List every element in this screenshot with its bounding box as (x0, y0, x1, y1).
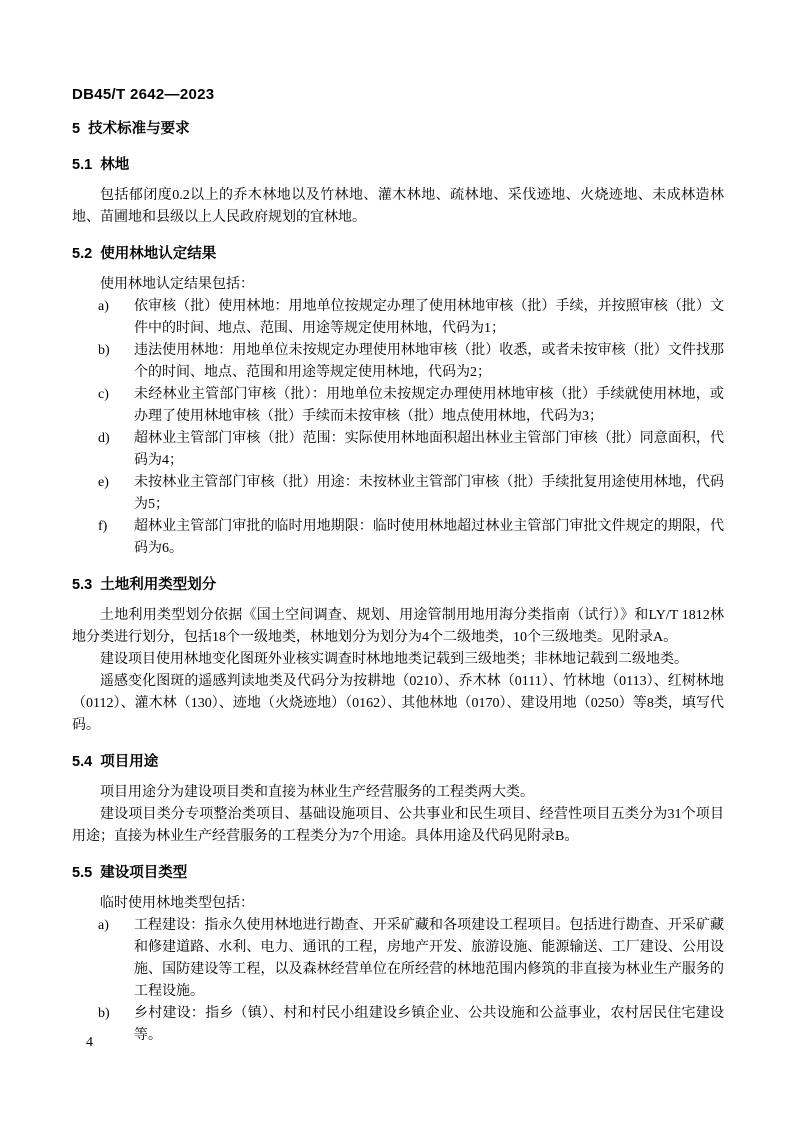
section-5-5-list (72, 915, 724, 1047)
list-item-text: 未按林业主管部门审核（批）用途：未按林业主管部门审核（批）手续批复用途使用林地，代码为5； (134, 475, 724, 512)
list-item-text: 超林业主管部门审批的临时用地期限：临时使用林地超过林业主管部门审批文件规定的期限，代码为6。 (134, 519, 724, 556)
list-item-label: f) (98, 519, 108, 534)
list-item-text: 超林业主管部门审核（批）范围：实际使用林地面积超出林业主管部门审核（批）同意面积，代码为4； (134, 431, 724, 468)
section-5-3-paragraph-1: 土地利用类型划分依据《国土空间调查、规划、用途管制用地用海分类指南（试行）》和LY/T 1812林地分类进行划分，包括18个一级地类，林地划分为划分为4个二级地类，10个三级地类。见附录A。 (72, 608, 724, 645)
section-5-3-heading: 5.3 土地利用类型划分 (72, 577, 217, 593)
section-5-3-paragraph-3: 遥感变化图斑的遥感判读地类及代码分为按耕地（0210）、乔木林（0111）、竹林地（0113）、红树林地（0112）、灌木林（130）、迹地（火烧迹地）（0162）、其他林地（0170）、建设用地（0250）等8类，填写代码。 (72, 674, 724, 733)
section-5-3 (72, 574, 724, 737)
list-item-text: 乡村建设：指乡（镇）、村和村民小组建设乡镇企业、公共设施和公益事业，农村居民住宅建设等。 (134, 1006, 724, 1043)
list-item-text: 工程建设：指永久使用林地进行勘查、开采矿藏和各项建设工程项目。包括进行勘查、开采矿藏和修建道路、水利、电力、通讯的工程，房地产开发、旅游设施、能源输送、工厂建设、公用设施、国防建设等工程，以及森林经营单位在所经营的林地范围内修筑的非直接为林业生产服务的工程设施。 (134, 918, 724, 999)
section-5-1-heading: 5.1 林地 (72, 157, 130, 173)
section-5-4-heading: 5.4 项目用途 (72, 754, 159, 770)
list-item-5-2-f (98, 516, 724, 560)
document-body (72, 118, 724, 1047)
section-5-4-paragraph-1: 项目用途分为建设项目类和直接为林业生产经营服务的工程类两大类。 (100, 785, 534, 800)
list-item-text: 依审核（批）使用林地：用地单位按规定办理了使用林地审核（批）手续，并按照审核（批）文件中的时间、地点、范围、用途等规定使用林地，代码为1； (134, 299, 724, 336)
list-item-5-2-a (98, 296, 724, 340)
section-5-2 (72, 243, 724, 560)
section-5-4-paragraph-2: 建设项目类分专项整治类项目、基础设施项目、公共事业和民生项目、经营性项目五类分为31个项目用途；直接为林业生产经营服务的工程类分为7个用途。具体用途及代码见附录B。 (72, 807, 724, 844)
section-5-3-paragraph-2: 建设项目使用林地变化图斑外业核实调查时林地地类记载到三级地类；非林地记载到二级地类。 (100, 652, 688, 667)
document-header (72, 86, 724, 104)
section-5-heading: 5 技术标准与要求 (72, 121, 190, 137)
section-5-1-paragraph: 包括郁闭度0.2以上的乔木林地以及竹林地、灌木林地、疏林地、采伐迹地、火烧迹地、未成林造林地、苗圃地和县级以上人民政府规划的宜林地。 (72, 188, 724, 225)
section-5-2-heading: 5.2 使用林地认定结果 (72, 246, 217, 262)
list-item-label: c) (98, 387, 109, 402)
section-5-5-intro: 临时使用林地类型包括： (100, 896, 254, 911)
list-item-5-2-e (98, 472, 724, 516)
list-item-text: 违法使用林地：用地单位未按规定办理使用林地审核（批）收悉，或者未按审核（批）文件找那个的时间、地点、范围和用途等规定使用林地，代码为2； (134, 343, 724, 380)
list-item-5-5-b (98, 1003, 724, 1047)
document-footer (86, 1035, 93, 1051)
page-number: 4 (86, 1035, 93, 1050)
standard-code: DB45/T 2642—2023 (72, 86, 215, 103)
section-5-5-heading: 5.5 建设项目类型 (72, 865, 188, 881)
section-5-4 (72, 751, 724, 848)
list-item-label: a) (98, 918, 109, 933)
list-item-label: a) (98, 299, 109, 314)
list-item-5-2-c (98, 384, 724, 428)
list-item-label: d) (98, 431, 110, 446)
list-item-label: b) (98, 1006, 110, 1021)
section-5-5 (72, 862, 724, 1047)
section-5-2-intro: 使用林地认定结果包括： (100, 277, 254, 292)
list-item-text: 未经林业主管部门审核（批）：用地单位未按规定办理使用林地审核（批）手续就使用林地，或办理了使用林地审核（批）手续而未按审核（批）地点使用林地，代码为3； (134, 387, 724, 424)
list-item-label: b) (98, 343, 110, 358)
list-item-label: e) (98, 475, 109, 490)
section-5-1 (72, 154, 724, 229)
section-5-2-list (72, 296, 724, 560)
list-item-5-5-a (98, 915, 724, 1003)
list-item-5-2-d (98, 428, 724, 472)
list-item-5-2-b (98, 340, 724, 384)
